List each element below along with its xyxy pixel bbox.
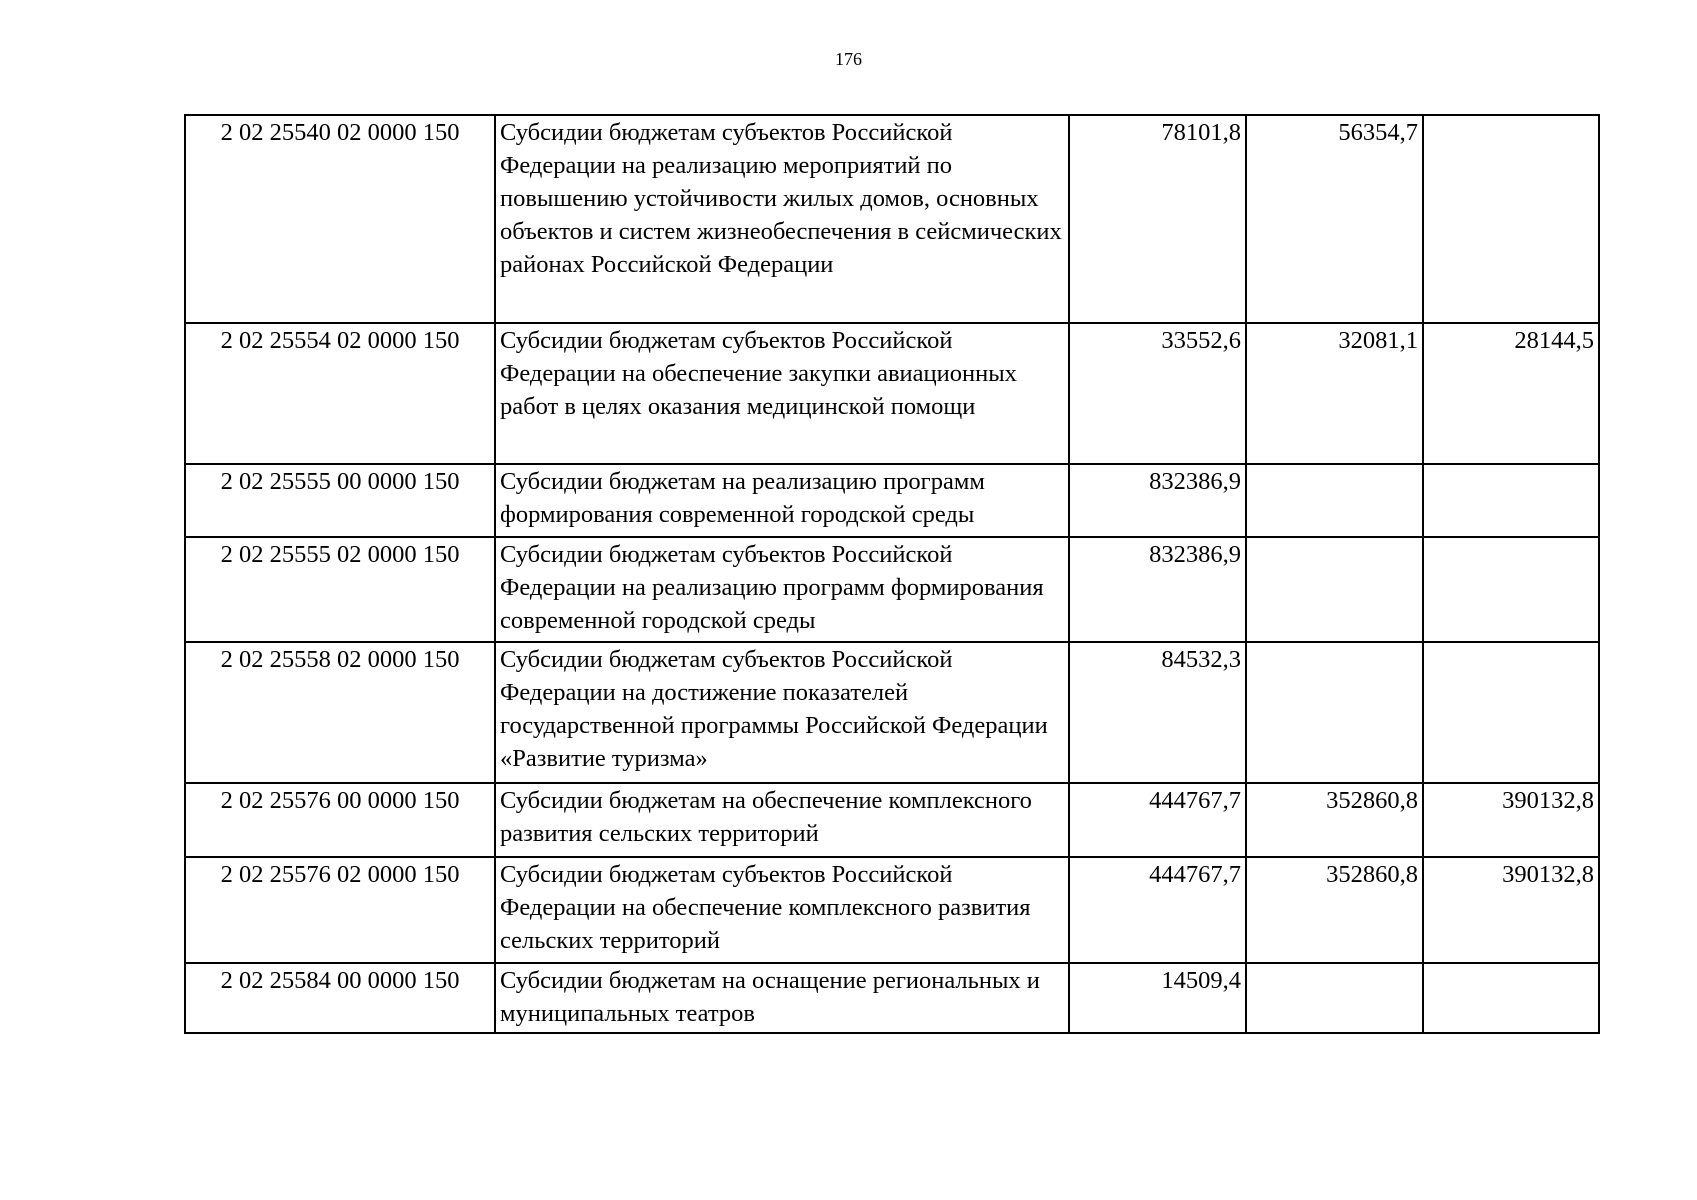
amount-cell-3 — [1423, 537, 1599, 642]
income-code-cell: 2 02 25540 02 0000 150 — [185, 115, 495, 323]
description-cell: Субсидии бюджетам субъектов Российской Федерации на обеспечение комплексного развития сельских территорий — [495, 857, 1069, 963]
amount-cell-2: 352860,8 — [1246, 857, 1423, 963]
description-cell: Субсидии бюджетам субъектов Российской Федерации на реализацию программ формирования современной городской среды — [495, 537, 1069, 642]
amount-cell-2 — [1246, 963, 1423, 1033]
amount-cell-1: 84532,3 — [1069, 642, 1246, 783]
income-code-cell: 2 02 25558 02 0000 150 — [185, 642, 495, 783]
amount-cell-2 — [1246, 642, 1423, 783]
amount-cell-1: 444767,7 — [1069, 857, 1246, 963]
income-code-cell: 2 02 25576 00 0000 150 — [185, 783, 495, 857]
description-cell: Субсидии бюджетам субъектов Российской Федерации на реализацию мероприятий по повышению устойчивости жилых домов, основных объектов и систем жизнеобеспечения в сейсмических районах Российской Федерации — [495, 115, 1069, 323]
amount-cell-2: 352860,8 — [1246, 783, 1423, 857]
page-number: 176 — [835, 49, 862, 69]
amount-cell-1: 14509,4 — [1069, 963, 1246, 1033]
income-code-cell: 2 02 25584 00 0000 150 — [185, 963, 495, 1033]
amount-cell-3 — [1423, 115, 1599, 323]
table-row — [185, 537, 1599, 642]
amount-cell-3 — [1423, 963, 1599, 1033]
amount-cell-2: 32081,1 — [1246, 323, 1423, 464]
income-code-cell: 2 02 25555 00 0000 150 — [185, 464, 495, 537]
description-cell: Субсидии бюджетам субъектов Российской Федерации на достижение показателей государственной программы Российской Федерации «Развитие туризма» — [495, 642, 1069, 783]
description-cell: Субсидии бюджетам на обеспечение комплексного развития сельских территорий — [495, 783, 1069, 857]
table-row — [185, 783, 1599, 857]
table-row — [185, 464, 1599, 537]
amount-cell-3: 28144,5 — [1423, 323, 1599, 464]
table-row — [185, 115, 1599, 323]
table-row — [185, 323, 1599, 464]
amount-cell-1: 444767,7 — [1069, 783, 1246, 857]
amount-cell-1: 832386,9 — [1069, 537, 1246, 642]
amount-cell-2 — [1246, 464, 1423, 537]
description-cell: Субсидии бюджетам субъектов Российской Федерации на обеспечение закупки авиационных работ в целях оказания медицинской помощи — [495, 323, 1069, 464]
amount-cell-1: 33552,6 — [1069, 323, 1246, 464]
amount-cell-3: 390132,8 — [1423, 783, 1599, 857]
budget-table — [184, 114, 1600, 1034]
amount-cell-1: 832386,9 — [1069, 464, 1246, 537]
description-cell: Субсидии бюджетам на оснащение региональных и муниципальных театров — [495, 963, 1069, 1033]
income-code-cell: 2 02 25554 02 0000 150 — [185, 323, 495, 464]
amount-cell-2 — [1246, 537, 1423, 642]
income-code-cell: 2 02 25555 02 0000 150 — [185, 537, 495, 642]
income-code-cell: 2 02 25576 02 0000 150 — [185, 857, 495, 963]
table-row — [185, 963, 1599, 1033]
amount-cell-2: 56354,7 — [1246, 115, 1423, 323]
description-cell: Субсидии бюджетам на реализацию программ формирования современной городской среды — [495, 464, 1069, 537]
amount-cell-3: 390132,8 — [1423, 857, 1599, 963]
amount-cell-3 — [1423, 642, 1599, 783]
table-row — [185, 642, 1599, 783]
amount-cell-3 — [1423, 464, 1599, 537]
table-row — [185, 857, 1599, 963]
amount-cell-1: 78101,8 — [1069, 115, 1246, 323]
